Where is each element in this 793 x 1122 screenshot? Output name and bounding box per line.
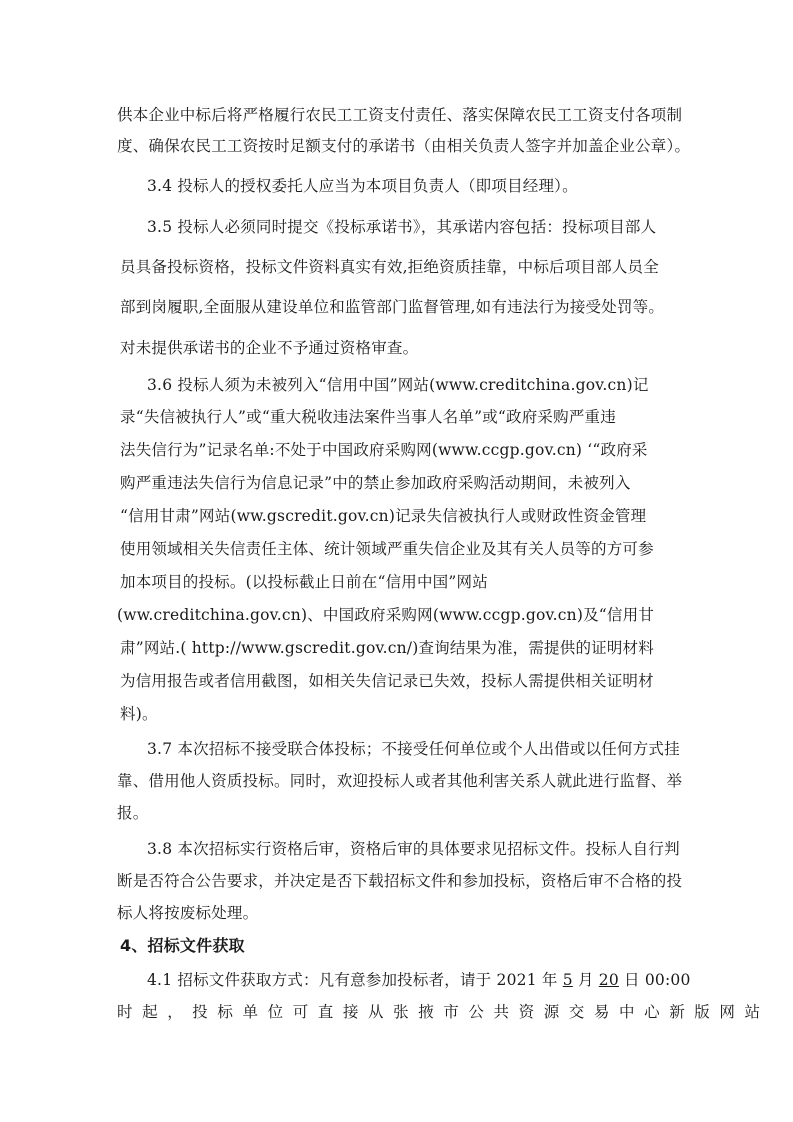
text-line: 购严重违法失信行为信息记录”中的禁止参加政府采购活动期间，未被列入 <box>120 474 631 492</box>
text-line: 录“失信被执行人”或“重大税收违法案件当事人名单”或“政府采购严重违 <box>120 408 616 426</box>
text-line: 标人将按废标处理。 <box>117 904 259 922</box>
text-line: 3.4 投标人的授权委托人应当为本项目负责人（即项目经理）。 <box>147 177 578 195</box>
text-line: 加本项目的投标。(以投标截止日前在“信用中国”网站 <box>120 573 488 591</box>
text-line: 靠、借用他人资质投标。同时，欢迎投标人或者其他利害关系人就此进行监督、举 <box>117 772 683 790</box>
text-span: 日 00:00 <box>624 971 691 989</box>
text-line: 报。 <box>117 804 149 822</box>
text-line: (ww.creditchina.gov.cn)、中国政府采购网(www.ccgp.gov.cn)及“信用甘 <box>117 606 655 624</box>
text-line: 度、确保农民工工资按时足额支付的承诺书（由相关负责人签字并加盖企业公章）。 <box>117 137 691 155</box>
month-value: 5 <box>562 971 573 989</box>
text-line: “信用甘肃”网站(ww.gscredit.gov.cn)记录失信被执行人或财政性资金管理 <box>120 507 647 525</box>
section-heading: 4、招标文件获取 <box>120 936 245 955</box>
text-line: 3.5 投标人必须同时提交《投标承诺书》，其承诺内容包括：投标项目部人 <box>147 218 657 236</box>
day-value: 20 <box>598 971 619 989</box>
text-line: 料)。 <box>120 705 158 723</box>
text-line: 对未提供承诺书的企业不予通过资格审查。 <box>120 339 419 357</box>
text-line: 肃”网站.( http://www.gscredit.gov.cn/)查询结果为准，需提供的证明材料 <box>120 639 654 657</box>
text-line <box>147 970 691 990</box>
text-line: 3.6 投标人须为未被列入“信用中国”网站(www.creditchina.gov.cn)记 <box>147 376 649 394</box>
text-line: 断是否符合公告要求，并决定是否下载招标文件和参加投标，资格后审不合格的投 <box>117 872 683 890</box>
text-line: 时起，投标单位可直接从张掖市公共资源交易中心新版网站 <box>117 1003 770 1021</box>
text-span: 月 <box>577 971 594 989</box>
text-line: 为信用报告或者信用截图，如相关失信记录已失效，投标人需提供相关证明材 <box>120 672 654 690</box>
text-line: 使用领域相关失信责任主体、统计领域严重失信企业及其有关人员等的方可参 <box>120 540 654 558</box>
text-line: 部到岗履职,全面服从建设单位和监管部门监督管理,如有违法行为接受处罚等。 <box>120 298 665 316</box>
text-line: 法失信行为”记录名单:不处于中国政府采购网(www.ccgp.gov.cn) ‘“政府采 <box>120 441 648 459</box>
text-line: 员具备投标资格，投标文件资料真实有效,拒绝资质挂靠，中标后项目部人员全 <box>120 258 659 276</box>
text-line: 3.7 本次招标不接受联合体投标；不接受任何单位或个人出借或以任何方式挂 <box>147 740 680 758</box>
text-line: 供本企业中标后将严格履行农民工工资支付责任、落实保障农民工工资支付各项制 <box>117 106 683 124</box>
text-span: 4.1 招标文件获取方式：凡有意参加投标者，请于 2021 年 <box>147 971 558 989</box>
text-line: 3.8 本次招标实行资格后审，资格后审的具体要求见招标文件。投标人自行判 <box>147 840 680 858</box>
